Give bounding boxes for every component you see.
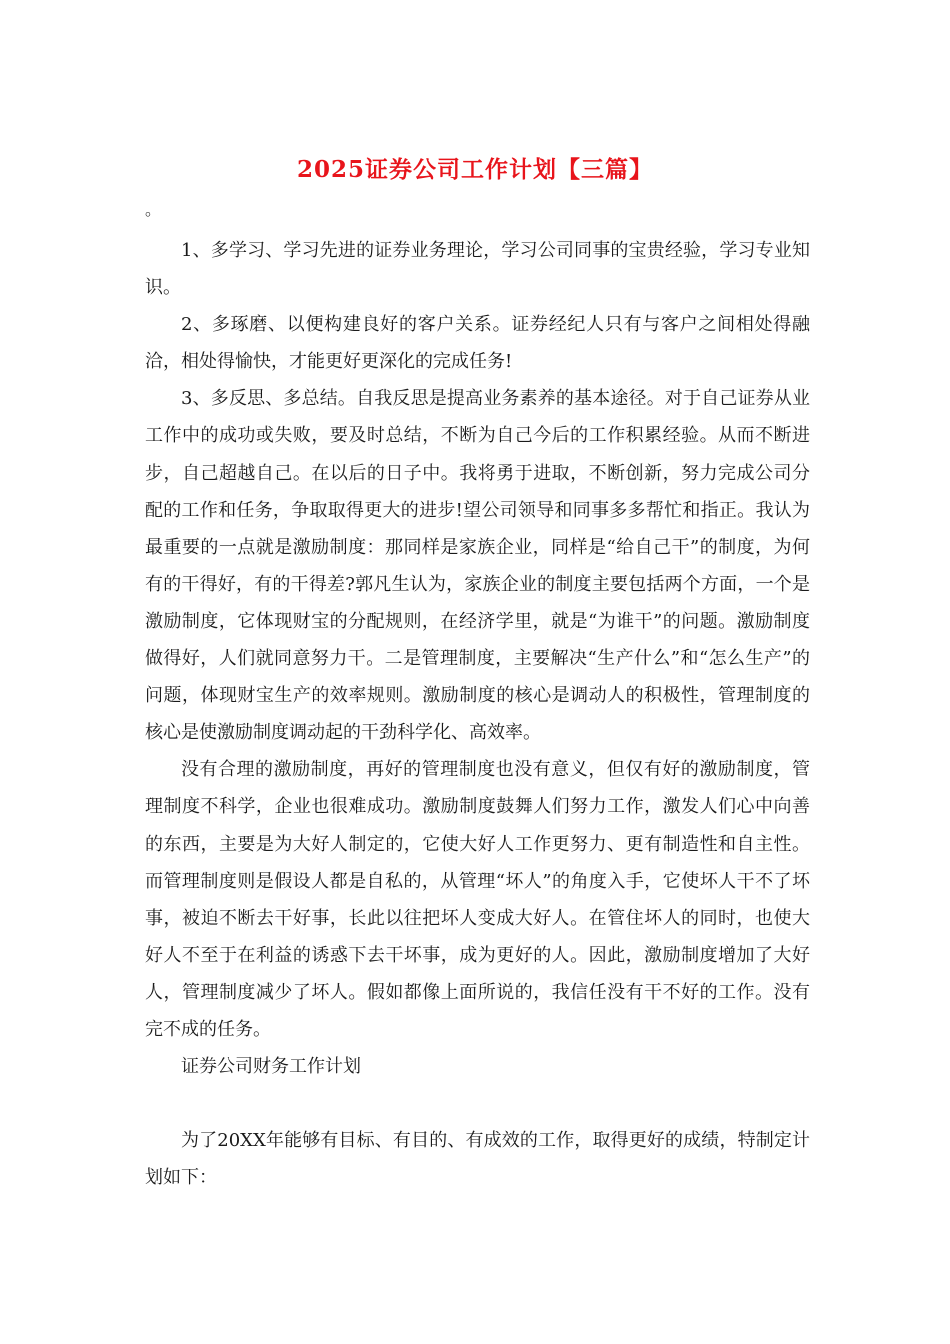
paragraph-incentive: 没有合理的激励制度，再好的管理制度也没有意义，但仅有好的激励制度，管理制度不科学，企业也很难成功。激励制度鼓舞人们努力工作，激发人们心中向善的东西，主要是为大好人制定的，它使大好人工作更努力、更有制造性和自主性。而管理制度则是假设人都是自私的，从管理“坏人”的角度入手，它使坏人干不了坏事，被迫不断去干好事，长此以往把坏人变成大好人。在管住坏人的同时，也使大好人不至于在利益的诱惑下去干坏事，成为更好的人。因此，激励制度增加了大好人，管理制度减少了坏人。假如都像上面所说的，我信任没有干不好的工作。没有完不成的任务。 (145, 759, 810, 1040)
document-title: 2025证券公司工作计划【三篇】 (296, 156, 653, 183)
document-body (145, 232, 810, 1196)
paragraph-item-1: 1、多学习、学习先进的证券业务理论，学习公司同事的宝贵经验，学习专业知识。 (145, 240, 810, 299)
paragraph-plan-intro: 为了20XX年能够有目标、有目的、有成效的工作，取得更好的成绩，特制定计划如下： (145, 1130, 810, 1189)
paragraph-item-2: 2、多琢磨、以便构建良好的客户关系。证券经纪人只有与客户之间相处得融洽，相处得愉快，才能更好更深化的完成任务! (145, 314, 810, 373)
section-heading-finance: 证券公司财务工作计划 (181, 1056, 361, 1078)
leading-mark: 。 (145, 200, 162, 219)
paragraph-item-3: 3、多反思、多总结。自我反思是提高业务素养的基本途径。对于自己证券从业工作中的成功或失败，要及时总结，不断为自己今后的工作积累经验。从而不断进步，自己超越自己。在以后的日子中。我将勇于进取，不断创新，努力完成公司分配的工作和任务，争取取得更大的进步!望公司领导和同事多多帮忙和指正。我认为最重要的一点就是激励制度：那同样是家族企业，同样是“给自己干”的制度，为何有的干得好，有的干得差?郭凡生认为，家族企业的制度主要包括两个方面，一个是激励制度，它体现财宝的分配规则，在经济学里，就是“为谁干”的问题。激励制度做得好，人们就同意努力干。二是管理制度，主要解决“生产什么”和“怎么生产”的问题，体现财宝生产的效率规则。激励制度的核心是调动人的积极性，管理制度的核心是使激励制度调动起的干劲科学化、高效率。 (145, 388, 810, 744)
